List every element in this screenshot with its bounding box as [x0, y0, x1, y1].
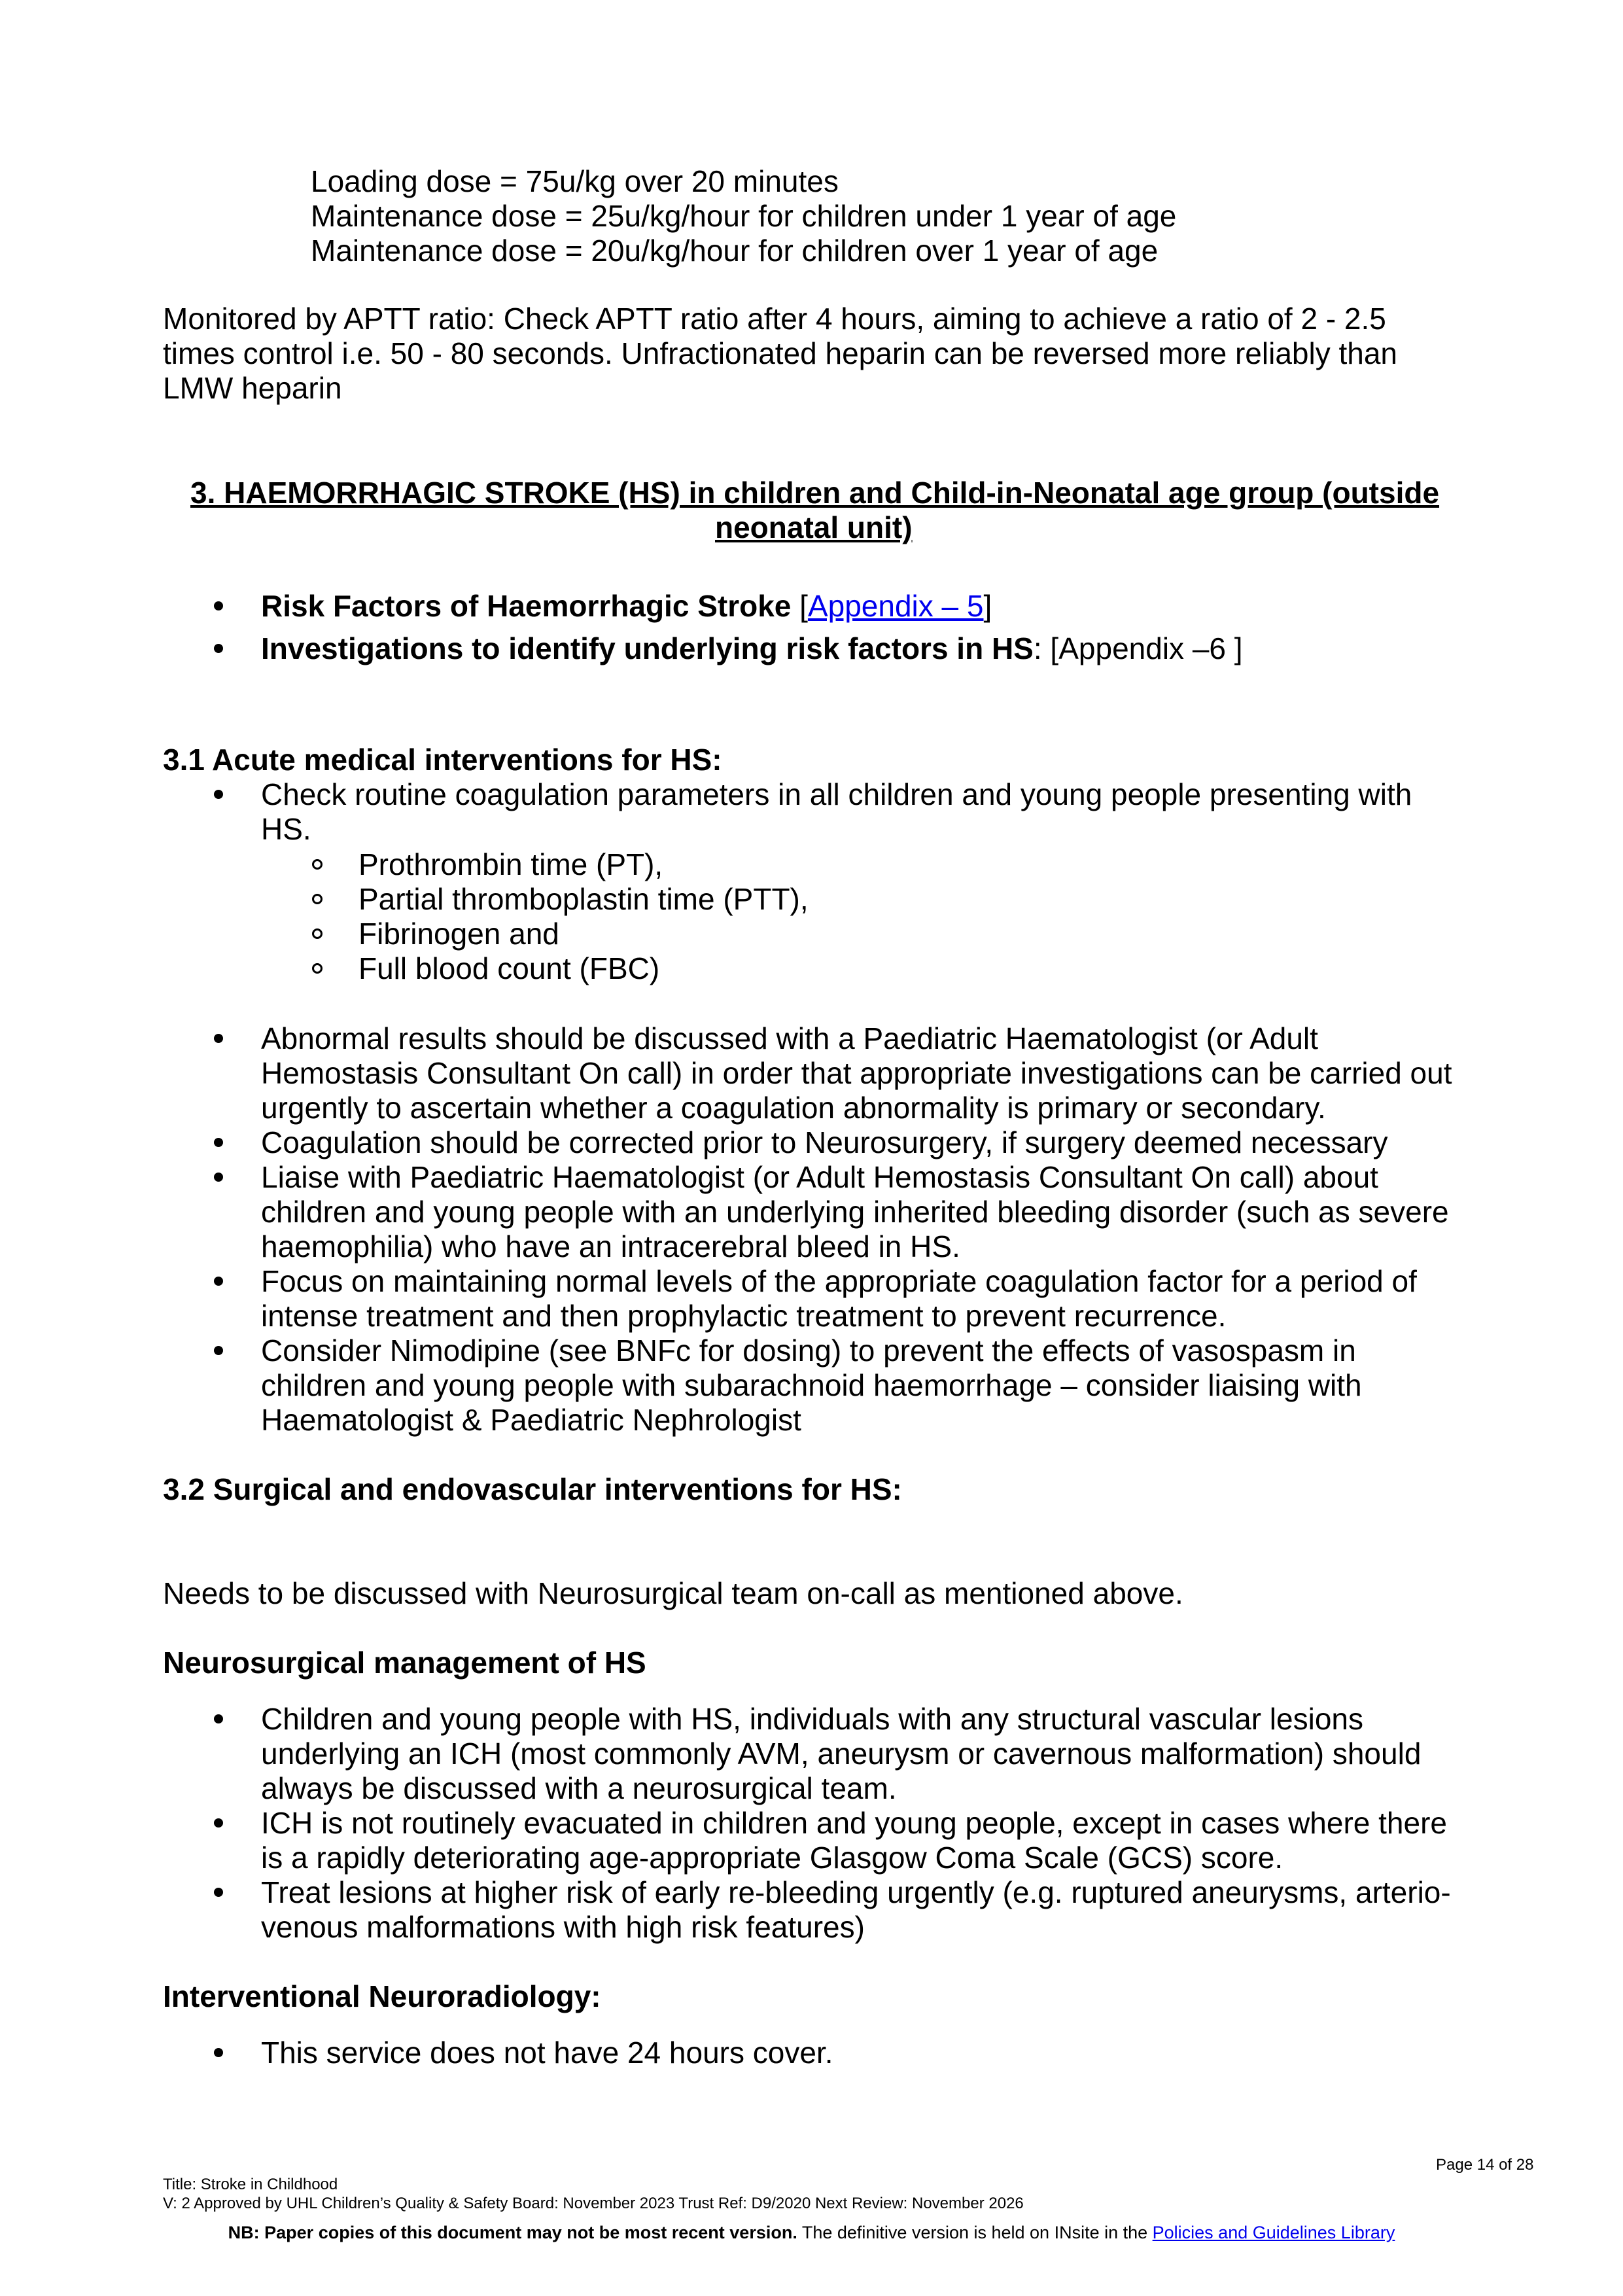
coagulation-corrected: Coagulation should be corrected prior to Neurosurgery, if surgery deemed necessary [261, 1125, 1388, 1159]
neurosurgical-item-line: Treat lesions at higher risk of early re-bleeding urgently (e.g. ruptured aneurysms, arterio- [261, 1875, 1451, 1909]
page-number: Page 14 of 28 [1436, 2156, 1534, 2174]
monitoring-line: LMW heparin [163, 371, 342, 405]
sub-item: Prothrombin time (PT), [358, 847, 663, 881]
circle-bullet-icon [312, 963, 323, 974]
neurosurgical-item-line: venous malformations with high risk features) [261, 1910, 865, 1944]
neuroradiology-item: This service does not have 24 hours cover. [261, 2036, 833, 2070]
bullet-icon [214, 1346, 223, 1355]
bullet-icon [214, 1818, 223, 1828]
footer-title: Title: Stroke in Childhood [163, 2176, 338, 2193]
check-coag-line: Check routine coagulation parameters in all children and young people presenting with [261, 777, 1412, 811]
liaise-line: children and young people with an underlying inherited bleeding disorder (such as severe [261, 1195, 1449, 1229]
liaise-line: Liaise with Paediatric Haematologist (or Adult Hemostasis Consultant On call) about [261, 1160, 1378, 1194]
bullet-icon [214, 601, 223, 610]
neuroradiology-heading: Interventional Neuroradiology: [163, 1979, 601, 2013]
neurosurgical-item-line: underlying an ICH (most commonly AVM, aneurysm or cavernous malformation) should [261, 1737, 1422, 1771]
bullet-icon [214, 1138, 223, 1147]
section-3-1-heading: 3.1 Acute medical interventions for HS: [163, 743, 722, 777]
risk-factors-item [261, 588, 992, 624]
monitoring-line: times control i.e. 50 - 80 seconds. Unfractionated heparin can be reversed more reliably than [163, 336, 1398, 370]
bullet-icon [214, 1277, 223, 1286]
bullet-icon [214, 2048, 223, 2057]
investigations-label: Investigations to identify underlying risk factors in HS [261, 631, 1034, 665]
neurosurgical-heading: Neurosurgical management of HS [163, 1646, 646, 1680]
bullet-icon [214, 1714, 223, 1723]
maintenance-dose-over-1: Maintenance dose = 20u/kg/hour for children over 1 year of age [311, 234, 1159, 268]
monitoring-line: Monitored by APTT ratio: Check APTT ratio after 4 hours, aiming to achieve a ratio of 2 - 2.5 [163, 302, 1386, 336]
footer-version: V: 2 Approved by UHL Children’s Quality & Safety Board: November 2023 Trust Ref: D9/2020 Next Review: November 2026 [163, 2195, 1024, 2212]
neurosurgical-item-line: always be discussed with a neurosurgical team. [261, 1771, 897, 1805]
sub-item: Fibrinogen and [358, 917, 559, 951]
neurosurgical-item-line: is a rapidly deteriorating age-appropriate Glasgow Coma Scale (GCS) score. [261, 1841, 1283, 1875]
investigations-ref: : [Appendix –6 ] [1033, 631, 1243, 665]
neurosurgical-item-line: Children and young people with HS, individuals with any structural vascular lesions [261, 1702, 1363, 1736]
circle-bullet-icon [312, 859, 323, 870]
abnormal-results-line: Abnormal results should be discussed with a Paediatric Haematologist (or Adult [261, 1021, 1318, 1055]
check-coag-line: HS. [261, 812, 311, 846]
bullet-icon [214, 1173, 223, 1182]
notice-text: The definitive version is held on INsite in the [797, 2223, 1153, 2242]
paper-copy-notice [0, 2222, 1623, 2243]
section-3-heading: 3. HAEMORRHAGIC STROKE (HS) in children and Child-in-Neonatal age group (outside [190, 476, 1440, 510]
loading-dose: Loading dose = 75u/kg over 20 minutes [311, 164, 839, 198]
appendix-5-link[interactable]: Appendix – 5 [807, 589, 984, 623]
needs-discussed: Needs to be discussed with Neurosurgical team on-call as mentioned above. [163, 1576, 1183, 1610]
section-3-heading-cont: neonatal unit) [715, 510, 913, 544]
bullet-icon [214, 1888, 223, 1897]
circle-bullet-icon [312, 894, 323, 904]
policies-library-link[interactable]: Policies and Guidelines Library [1152, 2223, 1395, 2242]
circle-bullet-icon [312, 928, 323, 939]
risk-factors-label: Risk Factors of Haemorrhagic Stroke [261, 589, 792, 623]
nimodipine-line: Haematologist & Paediatric Nephrologist [261, 1403, 801, 1437]
focus-line: Focus on maintaining normal levels of the appropriate coagulation factor for a period of [261, 1264, 1417, 1298]
bullet-icon [214, 644, 223, 653]
abnormal-results-line: Hemostasis Consultant On call) in order that appropriate investigations can be carried out [261, 1056, 1452, 1090]
sub-item: Partial thromboplastin time (PTT), [358, 882, 809, 916]
bullet-icon [214, 1034, 223, 1043]
bracket: ] [983, 589, 992, 623]
liaise-line: haemophilia) who have an intracerebral bleed in HS. [261, 1229, 960, 1263]
abnormal-results-line: urgently to ascertain whether a coagulation abnormality is primary or secondary. [261, 1091, 1326, 1125]
notice-bold: NB: Paper copies of this document may not be most recent version. [228, 2223, 797, 2242]
bullet-icon [214, 790, 223, 799]
investigations-item [261, 631, 1243, 666]
maintenance-dose-under-1: Maintenance dose = 25u/kg/hour for children under 1 year of age [311, 199, 1177, 233]
focus-line: intense treatment and then prophylactic treatment to prevent recurrence. [261, 1299, 1227, 1333]
nimodipine-line: Consider Nimodipine (see BNFc for dosing) to prevent the effects of vasospasm in [261, 1333, 1356, 1368]
nimodipine-line: children and young people with subarachnoid haemorrhage – consider liaising with [261, 1368, 1362, 1402]
section-3-2-heading: 3.2 Surgical and endovascular interventions for HS: [163, 1472, 902, 1506]
neurosurgical-item-line: ICH is not routinely evacuated in children and young people, except in cases where there [261, 1806, 1447, 1840]
sub-item: Full blood count (FBC) [358, 951, 660, 985]
bracket: [ [791, 589, 808, 623]
